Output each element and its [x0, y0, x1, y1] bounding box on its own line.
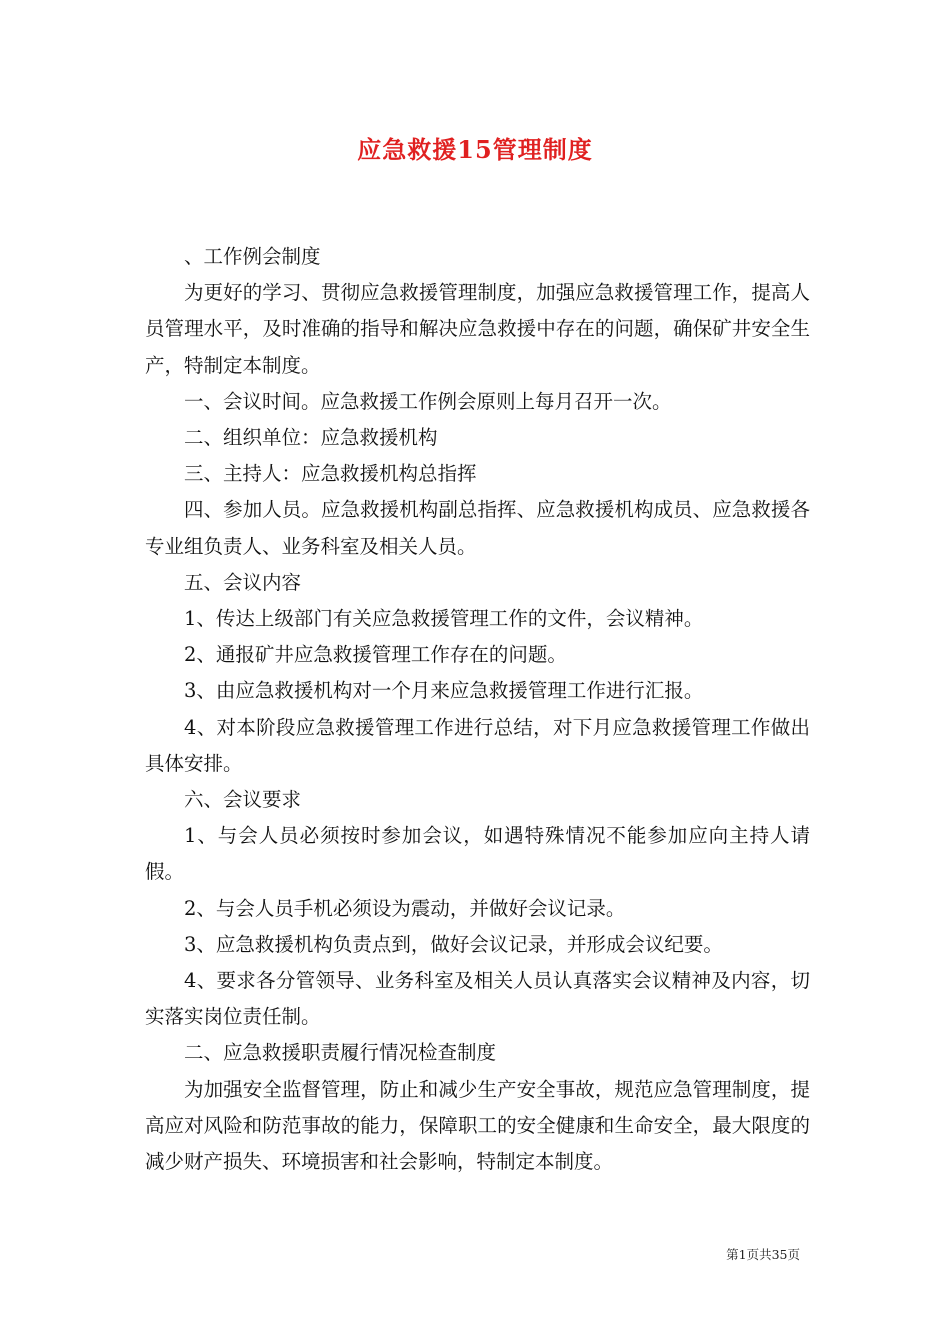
page-number: 第1页共35页 [726, 1247, 800, 1262]
paragraph: 1、传达上级部门有关应急救援管理工作的文件，会议精神。 [184, 607, 704, 631]
paragraph: 一、会议时间。应急救援工作例会原则上每月召开一次。 [184, 389, 672, 413]
paragraph: 4、要求各分管领导、业务科室及相关人员认真落实会议精神及内容，切实落实岗位责任制。 [145, 969, 810, 1029]
paragraph: 为更好的学习、贯彻应急救援管理制度，加强应急救援管理工作，提高人员管理水平，及时准确的指导和解决应急救援中存在的问题，确保矿井安全生产，特制定本制度。 [145, 281, 810, 377]
paragraph: 二、组织单位：应急救援机构 [184, 426, 438, 450]
paragraph: 三、主持人：应急救援机构总指挥 [184, 462, 477, 486]
paragraph: 3、应急救援机构负责点到，做好会议记录，并形成会议纪要。 [184, 932, 723, 956]
document-title: 应急救援15管理制度 [357, 135, 593, 164]
paragraph: 为加强安全监督管理，防止和减少生产安全事故，规范应急管理制度，提高应对风险和防范事故的能力，保障职工的安全健康和生命安全，最大限度的减少财产损失、环境损害和社会影响，特制定本制度。 [145, 1077, 810, 1174]
paragraph: 五、会议内容 [184, 570, 302, 594]
paragraph: 、工作例会制度 [184, 245, 321, 268]
paragraph: 2、通报矿井应急救援管理工作存在的问题。 [184, 643, 567, 667]
paragraph: 四、参加人员。应急救援机构副总指挥、应急救援机构成员、应急救援各专业组负责人、业务科室及相关人员。 [145, 498, 810, 558]
paragraph: 二、应急救援职责履行情况检查制度 [184, 1041, 497, 1065]
paragraph: 4、对本阶段应急救援管理工作进行总结，对下月应急救援管理工作做出具体安排。 [145, 715, 810, 775]
paragraph: 1、与会人员必须按时参加会议，如遇特殊情况不能参加应向主持人请假。 [145, 824, 810, 884]
paragraph: 2、与会人员手机必须设为震动，并做好会议记录。 [184, 896, 626, 920]
paragraph: 六、会议要求 [184, 788, 302, 812]
document-body [145, 239, 810, 1180]
paragraph: 3、由应急救援机构对一个月来应急救援管理工作进行汇报。 [184, 679, 704, 703]
